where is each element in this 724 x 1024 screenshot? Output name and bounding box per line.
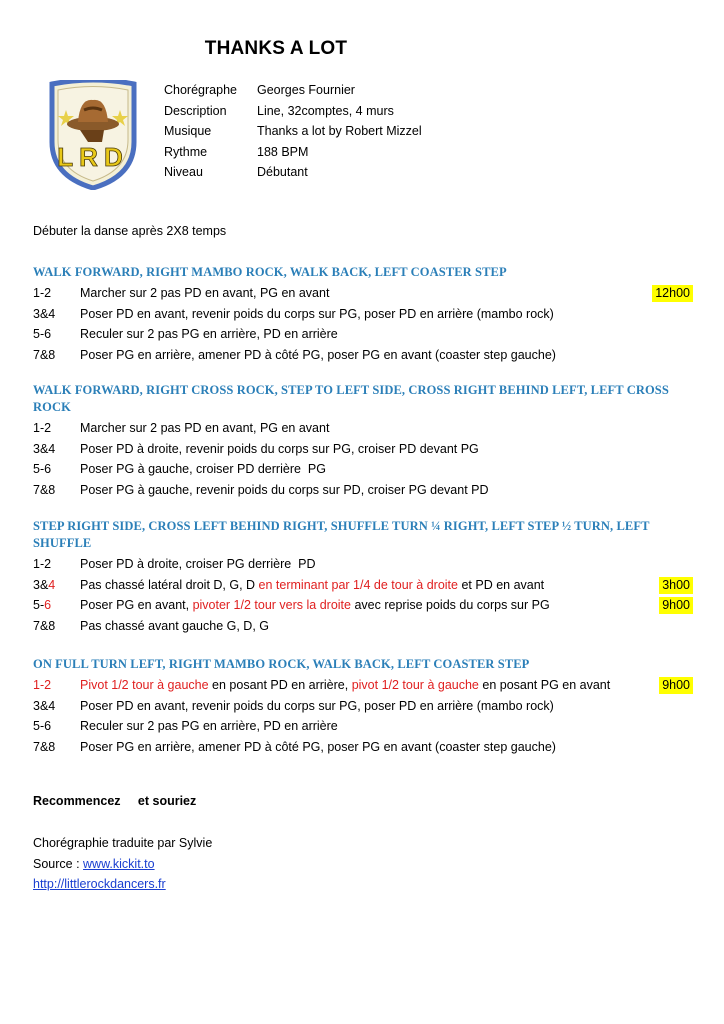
step-row bbox=[33, 439, 693, 460]
info-key: Musique bbox=[164, 124, 212, 138]
step-description: Poser PD en avant, revenir poids du corps sur PG, poser PD en arrière (mambo rock) bbox=[80, 306, 554, 321]
step-count: 7&8 bbox=[33, 347, 56, 362]
step-row bbox=[33, 595, 693, 616]
step-row bbox=[33, 480, 693, 501]
step-row bbox=[33, 737, 693, 758]
step-description: Poser PG en arrière, amener PD à côté PG, poser PG en avant (coaster step gauche) bbox=[80, 739, 556, 754]
step-description: Marcher sur 2 pas PD en avant, PG en avant bbox=[80, 286, 330, 300]
step-row bbox=[33, 345, 693, 366]
step-row bbox=[33, 283, 693, 304]
section-heading: STEP RIGHT SIDE, CROSS LEFT BEHIND RIGHT, SHUFFLE TURN ¼ RIGHT, LEFT STEP ½ TURN, LEFT SHUFFLE bbox=[33, 519, 650, 550]
info-row bbox=[164, 142, 422, 163]
info-row bbox=[164, 80, 422, 101]
step-count: 5-6 bbox=[33, 598, 52, 612]
step-count: 3&4 bbox=[33, 577, 56, 592]
step-description: Poser PG en arrière, amener PD à côté PG, poser PG en avant (coaster step gauche) bbox=[80, 347, 556, 362]
lrd-logo bbox=[44, 80, 142, 190]
step-description: Reculer sur 2 pas PG en arrière, PD en arrière bbox=[80, 327, 338, 341]
intro-text: Débuter la danse après 2X8 temps bbox=[33, 224, 227, 238]
step-count: 7&8 bbox=[33, 618, 56, 633]
info-value: Georges Fournier bbox=[257, 83, 355, 97]
step-count: 1-2 bbox=[33, 421, 52, 435]
wall-badge: 3h00 bbox=[659, 577, 693, 594]
wall-badge: 9h00 bbox=[659, 597, 693, 614]
info-value: Thanks a lot by Robert Mizzel bbox=[257, 124, 422, 138]
step-count: 7&8 bbox=[33, 739, 56, 754]
step-section bbox=[33, 264, 693, 365]
step-description: Poser PD à droite, croiser PG derrière PD bbox=[80, 557, 316, 571]
step-section bbox=[33, 382, 693, 500]
step-row bbox=[33, 716, 693, 737]
step-row bbox=[33, 696, 693, 717]
step-count: 5-6 bbox=[33, 719, 52, 733]
step-section bbox=[33, 518, 693, 636]
wall-badge: 9h00 bbox=[659, 677, 693, 694]
step-description: Poser PG à gauche, croiser PD derrière PG bbox=[80, 462, 326, 476]
step-description: Poser PD à droite, revenir poids du corps sur PG, croiser PD devant PG bbox=[80, 441, 479, 456]
info-table bbox=[164, 80, 422, 183]
step-row bbox=[33, 616, 693, 637]
info-row bbox=[164, 121, 422, 142]
step-description: Poser PG à gauche, revenir poids du corps sur PD, croiser PG devant PD bbox=[80, 482, 489, 497]
step-count: 3&4 bbox=[33, 698, 56, 713]
info-row bbox=[164, 101, 422, 122]
source-link[interactable]: www.kickit.to bbox=[83, 857, 155, 871]
step-description: Pivot 1/2 tour à gauche en posant PD en arrière, pivot 1/2 tour à gauche en posant PG en avant bbox=[80, 678, 611, 692]
info-key: Niveau bbox=[164, 165, 203, 179]
page-title: THANKS A LOT bbox=[204, 38, 348, 59]
step-count: 5-6 bbox=[33, 327, 52, 341]
info-key: Chorégraphe bbox=[164, 83, 237, 97]
info-row bbox=[164, 162, 422, 183]
step-count: 7&8 bbox=[33, 482, 56, 497]
section-heading: WALK FORWARD, RIGHT CROSS ROCK, STEP TO LEFT SIDE, CROSS RIGHT BEHIND LEFT, LEFT CROSS ROCK bbox=[33, 383, 669, 414]
step-row bbox=[33, 304, 693, 325]
step-description: Poser PG en avant, pivoter 1/2 tour vers la droite avec reprise poids du corps sur PG bbox=[80, 598, 550, 612]
info-key: Rythme bbox=[164, 144, 208, 159]
info-value: Line, 32comptes, 4 murs bbox=[257, 103, 394, 118]
step-row bbox=[33, 324, 693, 345]
step-description: Pas chassé latéral droit D, G, D en terminant par 1/4 de tour à droite et PD en avant bbox=[80, 577, 545, 592]
info-value: 188 BPM bbox=[257, 144, 309, 159]
source-line: Source : www.kickit.to bbox=[33, 857, 155, 871]
site-link[interactable]: http://littlerockdancers.fr bbox=[33, 877, 166, 891]
translator-credit: Chorégraphie traduite par Sylvie bbox=[33, 836, 213, 850]
step-row bbox=[33, 575, 693, 596]
section-heading: WALK FORWARD, RIGHT MAMBO ROCK, WALK BACK, LEFT COASTER STEP bbox=[33, 265, 507, 279]
step-row bbox=[33, 418, 693, 439]
wall-badge: 12h00 bbox=[652, 285, 693, 302]
step-count: 1-2 bbox=[33, 678, 52, 692]
step-description: Poser PD en avant, revenir poids du corps sur PG, poser PD en arrière (mambo rock) bbox=[80, 698, 554, 713]
step-count: 3&4 bbox=[33, 306, 56, 321]
step-description: Pas chassé avant gauche G, D, G bbox=[80, 618, 269, 633]
step-description: Marcher sur 2 pas PD en avant, PG en avant bbox=[80, 421, 330, 435]
step-row bbox=[33, 459, 693, 480]
restart-text: Recommencez et souriez bbox=[33, 794, 197, 808]
info-key: Description bbox=[164, 103, 227, 118]
site-line bbox=[33, 877, 166, 891]
section-heading: ON FULL TURN LEFT, RIGHT MAMBO ROCK, WALK BACK, LEFT COASTER STEP bbox=[33, 657, 530, 671]
step-description: Reculer sur 2 pas PG en arrière, PD en arrière bbox=[80, 719, 338, 733]
step-count: 1-2 bbox=[33, 557, 52, 571]
step-count: 3&4 bbox=[33, 441, 56, 456]
step-count: 1-2 bbox=[33, 286, 52, 300]
logo-text: LRD bbox=[57, 142, 129, 172]
step-row bbox=[33, 554, 693, 575]
info-value: Débutant bbox=[257, 165, 308, 179]
step-row bbox=[33, 675, 693, 696]
step-section bbox=[33, 656, 693, 757]
step-count: 5-6 bbox=[33, 462, 52, 476]
